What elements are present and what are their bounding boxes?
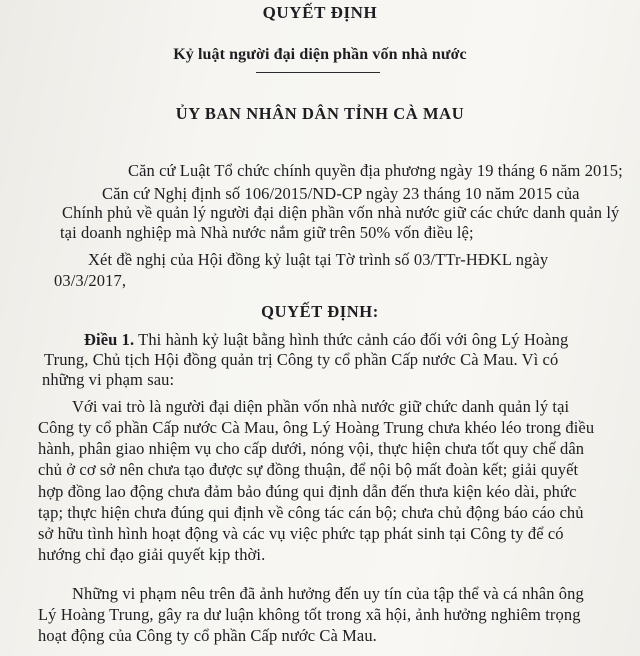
decision-heading: QUYẾT ĐỊNH: (261, 302, 379, 321)
violation-line: hành, phân giao nhiệm vụ cho cấp dưới, nóng vội, thực hiện chưa tốt quy chế dân (38, 439, 585, 458)
consequence-line: hoạt động của Công ty cổ phần Cấp nước Cà Mau. (38, 626, 377, 645)
violation-line: hợp đồng lao động chưa đảm bảo đúng qui định dẫn đến thưa kiện kéo dài, phức (38, 482, 577, 501)
legal-basis-2-line: Chính phủ về quản lý người đại diện phần vốn nhà nước giữ các chức danh quản lý (62, 203, 620, 222)
violation-line: Với vai trò là người đại diện phần vốn nhà nước giữ chức danh quản lý tại (72, 397, 570, 416)
article-1-line: những vi phạm sau: (42, 370, 175, 389)
consequence-line: Những vi phạm nêu trên đã ảnh hưởng đến uy tín của tập thể và cá nhân ông (72, 584, 584, 603)
violation-line: sở hữu tình hình hoạt động và các vụ việc phức tạp phát sinh tại Công ty để có (38, 524, 564, 543)
legal-basis-1: Căn cứ Luật Tổ chức chính quyền địa phương ngày 19 tháng 6 năm 2015; (128, 161, 623, 180)
subtitle-underline (256, 72, 380, 73)
document-subtitle: Kỷ luật người đại diện phần vốn nhà nước (173, 46, 467, 63)
violation-line: hướng chỉ đạo giải quyết kịp thời. (38, 545, 266, 564)
article-1-label: Điều 1. (84, 330, 135, 349)
consequence-line: Lý Hoàng Trung, gây ra dư luận không tốt trong xã hội, ảnh hưởng nghiêm trọng (38, 605, 581, 624)
issuer-name: ỦY BAN NHÂN DÂN TỈNH CÀ MAU (175, 104, 465, 123)
document-title: QUYẾT ĐỊNH (262, 3, 378, 22)
violation-line: Công ty cổ phần Cấp nước Cà Mau, ông Lý Hoàng Trung chưa khéo léo trong điều (38, 418, 595, 437)
legal-basis-2-line: tại doanh nghiệp mà Nhà nước nắm giữ trên 50% vốn điều lệ; (60, 223, 474, 242)
consideration-line: Xét đề nghị của Hội đồng kỷ luật tại Tờ trình số 03/TTr-HĐKL ngày (88, 250, 549, 269)
article-1-first-line (84, 330, 568, 350)
article-1-line: Trung, Chủ tịch Hội đồng quản trị Công ty cổ phần Cấp nước Cà Mau. Vì có (44, 350, 559, 369)
violation-line: tạp; thực hiện chưa đúng qui định về công tác cán bộ; chưa chủ động báo cáo chủ (38, 503, 584, 522)
consideration-line: 03/3/2017, (54, 271, 127, 290)
legal-basis-2-line: Căn cứ Nghị định số 106/2015/ND-CP ngày 23 tháng 10 năm 2015 của (102, 184, 580, 203)
article-1-text: Thi hành kỷ luật bằng hình thức cảnh cáo đối với ông Lý Hoàng (138, 330, 569, 349)
violation-line: chủ ở cơ sở nên chưa tạo được sự đồng thuận, để nội bộ mất đoàn kết; giải quyết (38, 460, 579, 479)
